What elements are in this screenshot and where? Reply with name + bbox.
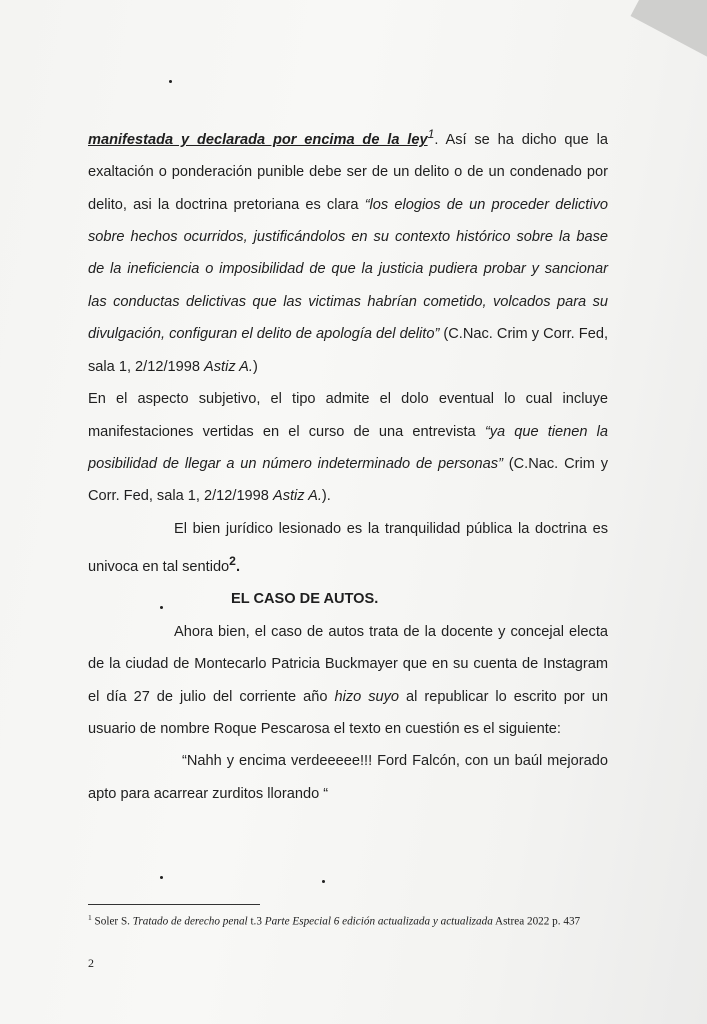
footnote-subtitle: Parte Especial 6 edición actualizada y actualizada	[264, 915, 493, 928]
citation-text: (C.Nac. Crim y Corr. Fed, sala 1, 2/12/1998	[88, 326, 608, 375]
speck	[169, 80, 172, 83]
paragraph-text: al republicar lo escrito por un usuario de nombre Roque Pescarosa el texto en cuestión es el siguiente:	[88, 688, 608, 738]
citation-text: (C.Nac. Crim y Corr. Fed, sala 1, 2/12/1998	[88, 455, 608, 505]
paragraph-text: Así se ha dicho que la exaltación o ponderación punible debe ser de un delito o de un condenado por delito, asi la doctrina pretoriana es clara	[88, 131, 608, 213]
page-corner-shadow	[631, 0, 707, 58]
footnote-volume: t.3	[247, 915, 265, 928]
speck	[160, 876, 163, 879]
footnote-author: Soler S.	[91, 915, 133, 928]
citation-text: )	[252, 358, 258, 375]
speck	[322, 880, 325, 883]
section-heading: EL CASO DE AUTOS.	[231, 591, 379, 608]
paragraph-text: En el aspecto subjetivo, el tipo admite el dolo eventual lo cual incluye manifestaciones vertidas en el curso de una entrevista	[88, 391, 608, 440]
page-number: 2	[88, 956, 94, 970]
footnote-mark-2: 2	[229, 554, 236, 569]
quoted-post: “Nahh y encima verdeeeee!!! Ford Falcón, con un baúl mejorado apto para acarrear zurditos llorando “	[88, 753, 608, 802]
footnote-separator	[88, 904, 260, 905]
paragraph-bien-juridico	[88, 513, 608, 584]
footnote-publisher: Astrea 2022 p. 437	[492, 915, 581, 928]
emphasized-phrase: hizo suyo	[334, 688, 400, 705]
footnote-mark: 1	[88, 913, 92, 922]
emphasized-phrase: manifestada y declarada por encima de la ley	[88, 131, 428, 148]
case-name: Astiz A.	[272, 488, 322, 505]
footnote-1	[88, 911, 608, 929]
paragraph-text: Ahora bien, el caso de autos trata de la docente y concejal electa de la ciudad de Montecarlo Patricia Buckmayer que en su cuenta de Instagram el día 27 de julio del corriente año	[88, 623, 608, 705]
paragraph-text: .	[434, 131, 439, 148]
citation-text: ).	[321, 488, 331, 505]
paragraph-text: El bien jurídico lesionado es la tranquilidad pública la doctrina es univoca en tal sentido	[88, 520, 608, 575]
doctrine-quote: “los elogios de un proceder delictivo sobre hechos ocurridos, justificándolos en su contexto histórico sobre la base de la ineficiencia o imposibilidad de que la justicia pudiera probar y sancionar las conductas delictivas que las victimas habrían cometido, volcados para su divulgación, configuran el delito de apología del delito”	[88, 196, 608, 343]
paragraph-caso	[88, 616, 608, 746]
case-name: Astiz A.	[204, 358, 253, 375]
paragraph-apologia	[88, 118, 608, 383]
document-body	[88, 118, 608, 810]
paragraph-subjetivo	[88, 383, 608, 513]
footnote-title: Tratado de derecho penal	[132, 915, 248, 928]
paragraph-text: .	[235, 559, 240, 575]
interview-quote: “ya que tienen la posibilidad de llegar a un número indeterminado de personas”	[88, 423, 608, 472]
footnote-mark-1: 1	[427, 127, 435, 141]
